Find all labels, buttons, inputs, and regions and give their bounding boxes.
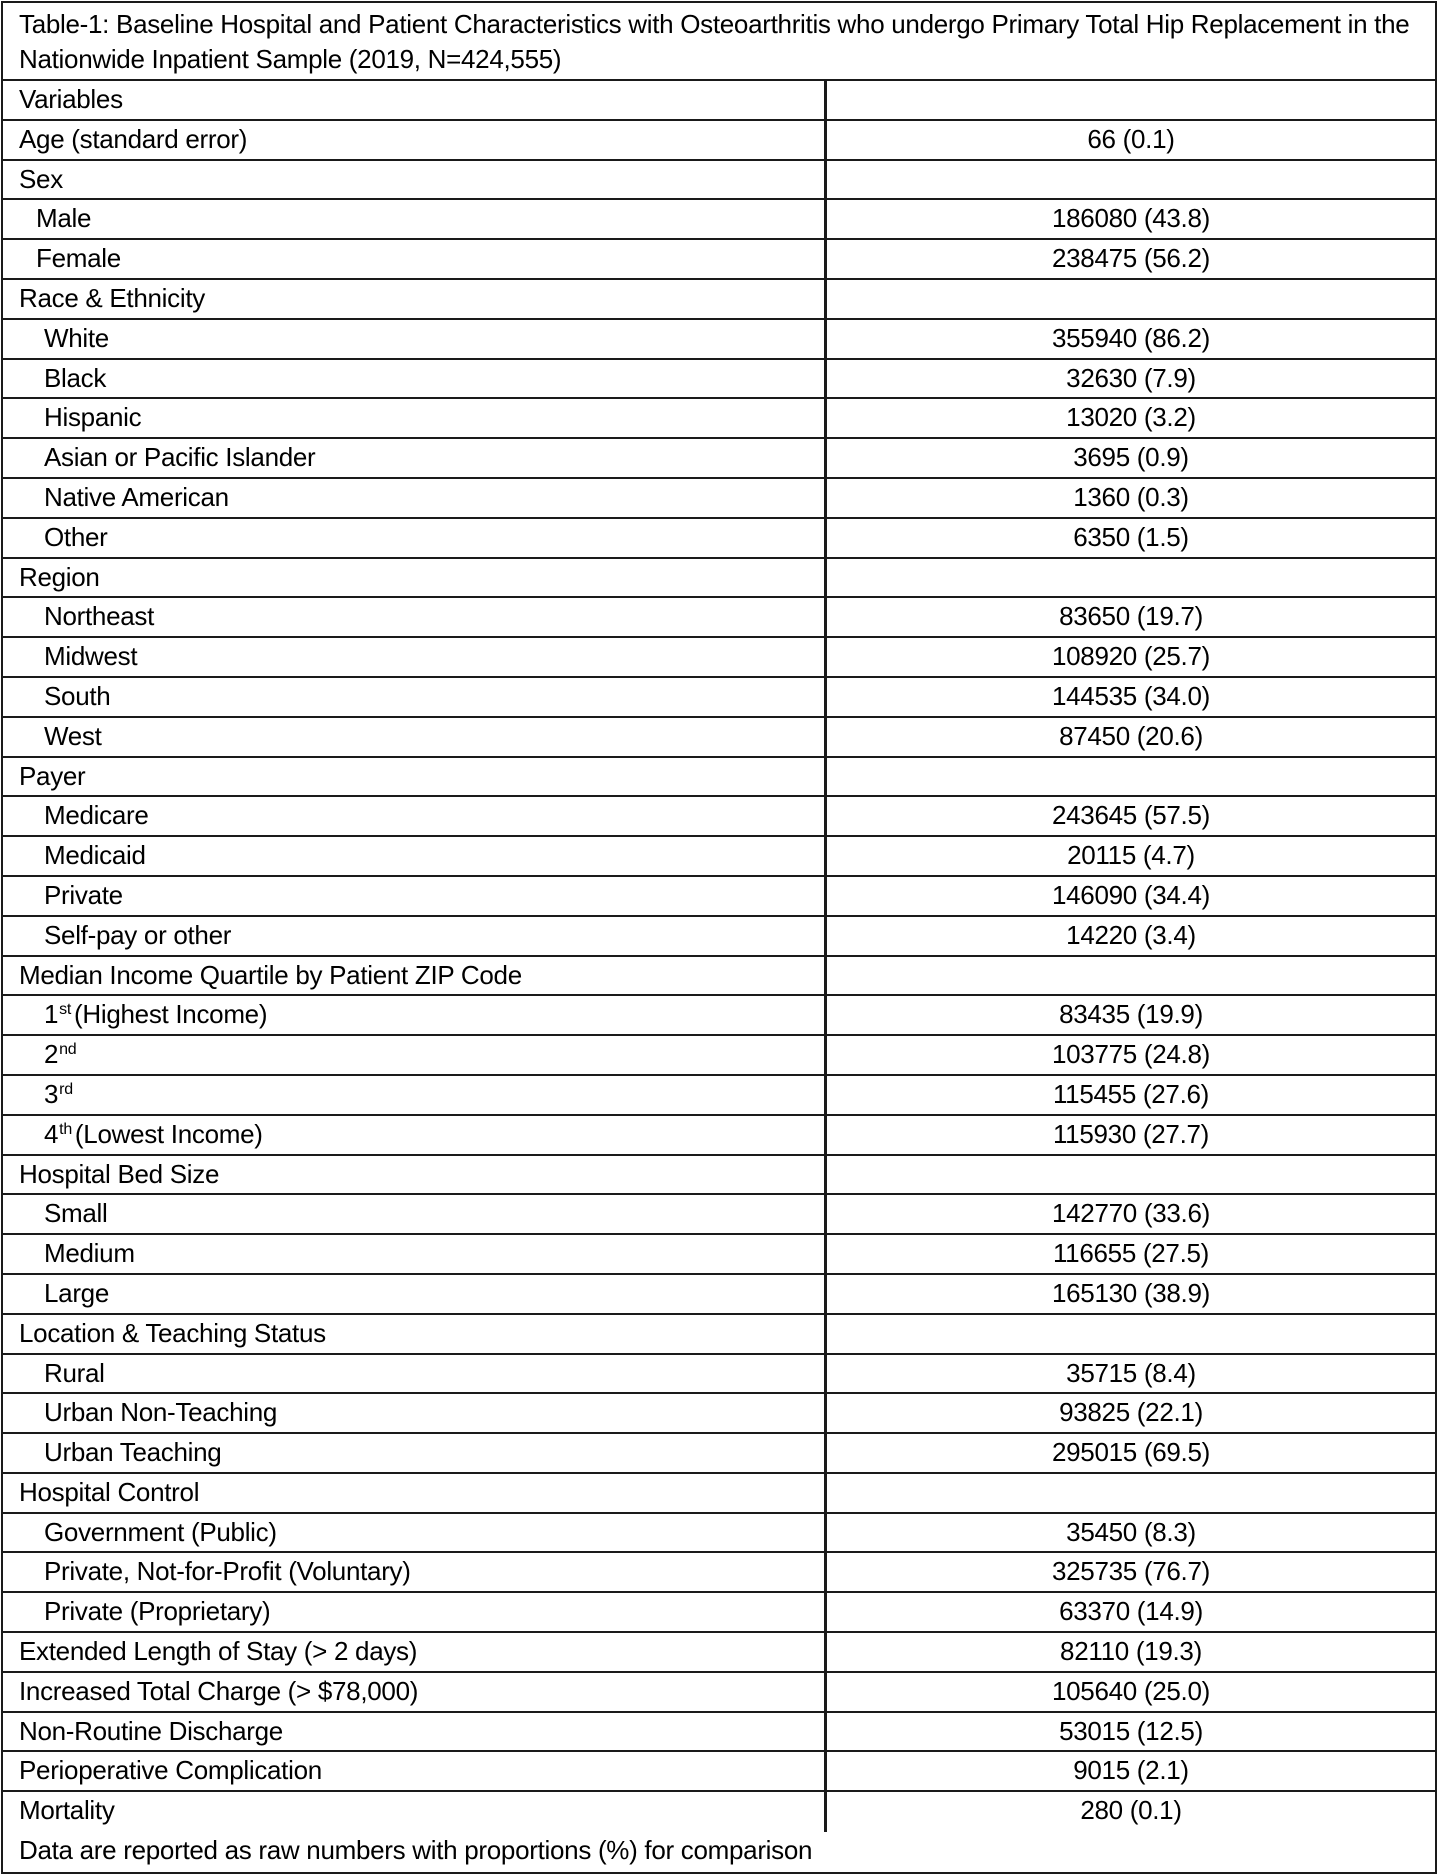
row-value <box>827 1156 1435 1194</box>
table-row <box>3 1036 1435 1076</box>
row-value <box>827 280 1435 318</box>
row-value: 186080 (43.8) <box>1051 203 1210 234</box>
ordinal-suffix: nd <box>59 1041 77 1059</box>
row-value: 3695 (0.9) <box>1073 442 1189 473</box>
row-label-category <box>3 1713 827 1751</box>
row-label <box>3 240 827 278</box>
row-value: 35715 (8.4) <box>1066 1357 1196 1388</box>
row-value: 116655 (27.5) <box>1052 1238 1210 1269</box>
row-value <box>827 81 1435 119</box>
table-row <box>3 161 1435 201</box>
table-row <box>3 917 1435 957</box>
table-row <box>3 519 1435 559</box>
table-row <box>3 1275 1435 1315</box>
row-value: 238475 (56.2) <box>1051 243 1210 274</box>
row-value: 1360 (0.3) <box>1073 481 1189 512</box>
table-row <box>3 439 1435 479</box>
row-label-category <box>3 1474 827 1512</box>
row-label-text: Medium <box>44 1238 135 1269</box>
row-label-text: Non-Routine Discharge <box>19 1715 283 1746</box>
row-label-text: Male <box>36 203 92 234</box>
table-row <box>3 1116 1435 1156</box>
row-value: 115455 (27.6) <box>1052 1078 1210 1109</box>
row-label <box>3 200 827 238</box>
row-label-text: Urban Non-Teaching <box>44 1397 278 1428</box>
row-label-text: Large <box>44 1277 109 1308</box>
row-label-text: Black <box>44 362 107 393</box>
row-label-text: Hospital Control <box>19 1476 200 1507</box>
table-row <box>3 1076 1435 1116</box>
row-value: 142770 (33.6) <box>1051 1198 1210 1229</box>
row-label-text: Self-pay or other <box>44 919 232 950</box>
row-label-category <box>3 1752 827 1790</box>
row-label <box>3 1394 827 1432</box>
table-row <box>3 399 1435 439</box>
table-row <box>3 957 1435 997</box>
row-value: 243645 (57.5) <box>1051 800 1210 831</box>
row-label-text: Asian or Pacific Islander <box>44 442 316 473</box>
row-label-text: Median Income Quartile by Patient ZIP Code <box>19 959 522 990</box>
row-label <box>3 837 827 875</box>
row-label-text: 3 <box>44 1078 59 1109</box>
row-label-suffix: (Highest Income) <box>74 999 268 1030</box>
row-value: 87450 (20.6) <box>1059 720 1203 751</box>
row-label-suffix: (Lowest Income) <box>74 1118 263 1149</box>
row-label-text: Age (standard error) <box>19 123 248 154</box>
table-body <box>3 81 1435 1832</box>
row-label <box>3 519 827 557</box>
row-label-text: Private (Proprietary) <box>44 1596 271 1627</box>
row-value: 280 (0.1) <box>1080 1795 1182 1826</box>
row-label-category <box>3 161 827 199</box>
row-label-category <box>3 957 827 995</box>
row-value: 66 (0.1) <box>1087 123 1175 154</box>
row-label <box>3 439 827 477</box>
row-label <box>3 638 827 676</box>
row-label-text: White <box>44 322 109 353</box>
row-label <box>3 678 827 716</box>
row-label-text: Variables <box>19 84 123 114</box>
row-value <box>827 957 1435 995</box>
row-value: 83435 (19.9) <box>1059 999 1203 1030</box>
row-value: 20115 (4.7) <box>1067 840 1195 871</box>
table-row <box>3 320 1435 360</box>
row-value: 35450 (8.3) <box>1066 1516 1196 1547</box>
row-label-text: Location & Teaching Status <box>19 1317 326 1348</box>
table-row <box>3 1156 1435 1196</box>
row-label-text: Region <box>19 561 100 592</box>
row-value: 6350 (1.5) <box>1073 521 1189 552</box>
row-label-text: Increased Total Charge (> $78,000) <box>19 1675 419 1706</box>
row-label <box>3 1235 827 1273</box>
row-value <box>827 161 1435 199</box>
row-value: 295015 (69.5) <box>1051 1437 1210 1468</box>
row-label <box>3 718 827 756</box>
row-value: 144535 (34.0) <box>1051 680 1210 711</box>
row-value: 105640 (25.0) <box>1051 1675 1210 1706</box>
row-label-text: Perioperative Complication <box>19 1755 322 1786</box>
row-value <box>827 559 1435 597</box>
row-value: 108920 (25.7) <box>1051 641 1210 672</box>
row-label <box>3 797 827 835</box>
row-value: 115930 (27.7) <box>1052 1118 1210 1149</box>
row-value <box>827 758 1435 796</box>
table-row <box>3 1235 1435 1275</box>
table-row <box>3 1315 1435 1355</box>
table-row <box>3 240 1435 280</box>
row-label-text: 1 <box>44 999 59 1030</box>
row-value: 103775 (24.8) <box>1051 1039 1210 1070</box>
row-label <box>3 1036 827 1074</box>
table-row <box>3 1195 1435 1235</box>
table-row <box>3 797 1435 837</box>
row-value: 82110 (19.3) <box>1060 1636 1202 1667</box>
row-label-text: Female <box>36 243 121 274</box>
table-row <box>3 598 1435 638</box>
row-label-text: Hospital Bed Size <box>19 1158 220 1189</box>
table-row <box>3 638 1435 678</box>
row-value: 355940 (86.2) <box>1051 322 1210 353</box>
row-value: 325735 (76.7) <box>1051 1556 1210 1587</box>
row-value: 13020 (3.2) <box>1066 402 1196 433</box>
table-row <box>3 1474 1435 1514</box>
characteristics-table <box>1 1 1437 1874</box>
row-label-category <box>3 1633 827 1671</box>
row-value <box>827 1474 1435 1512</box>
table-row <box>3 1434 1435 1474</box>
row-label-category <box>3 758 827 796</box>
row-value: 146090 (34.4) <box>1051 879 1210 910</box>
table-row <box>3 200 1435 240</box>
table-row <box>3 1593 1435 1633</box>
row-label <box>3 1076 827 1114</box>
table-row <box>3 1514 1435 1554</box>
row-label <box>3 1116 827 1154</box>
table-row <box>3 678 1435 718</box>
row-label-text: Small <box>44 1198 108 1229</box>
row-label-text: Hispanic <box>44 402 142 433</box>
row-label-text: Other <box>44 521 108 552</box>
row-label-category <box>3 1792 827 1832</box>
row-value: 93825 (22.1) <box>1059 1397 1203 1428</box>
table-title: Table-1: Baseline Hospital and Patient Characteristics with Osteoarthritis who undergo Primary Total Hip Replacement in the Nationwide Inpatient Sample (2019, N=424,555) <box>3 3 1435 81</box>
table-row <box>3 1673 1435 1713</box>
row-label <box>3 917 827 955</box>
row-label <box>3 360 827 398</box>
row-label-text: South <box>44 680 111 711</box>
row-label-text: Extended Length of Stay (> 2 days) <box>19 1636 418 1667</box>
row-label-text: Northeast <box>44 601 155 632</box>
row-label-text: Race & Ethnicity <box>19 282 205 313</box>
row-label-text: Native American <box>44 481 229 512</box>
table-row <box>3 837 1435 877</box>
row-value: 83650 (19.7) <box>1059 601 1203 632</box>
row-label-text: Medicare <box>44 800 149 831</box>
table-row <box>3 81 1435 121</box>
row-label-text: Government (Public) <box>44 1516 277 1547</box>
row-label <box>3 996 827 1034</box>
table-row <box>3 280 1435 320</box>
table-row <box>3 1752 1435 1792</box>
row-label-text: Rural <box>44 1357 105 1388</box>
row-label <box>3 1275 827 1313</box>
row-label-text: Payer <box>19 760 86 791</box>
row-label <box>3 1195 827 1233</box>
table-footnote-row <box>3 1832 1435 1872</box>
table-row <box>3 877 1435 917</box>
row-value: 32630 (7.9) <box>1066 362 1196 393</box>
row-value: 53015 (12.5) <box>1059 1715 1203 1746</box>
row-label-category <box>3 1156 827 1194</box>
row-label-category <box>3 81 827 119</box>
row-label-category <box>3 1315 827 1353</box>
row-label-category <box>3 1673 827 1711</box>
table-row <box>3 1355 1435 1395</box>
table-row <box>3 1713 1435 1753</box>
row-label <box>3 399 827 437</box>
row-value: 14220 (3.4) <box>1066 919 1196 950</box>
table-row <box>3 1792 1435 1832</box>
row-label-text: Sex <box>19 163 63 194</box>
row-label-category <box>3 280 827 318</box>
row-label <box>3 877 827 915</box>
row-value <box>827 1315 1435 1353</box>
table-row <box>3 1553 1435 1593</box>
table-row <box>3 758 1435 798</box>
table-row <box>3 718 1435 758</box>
table-footnote: Data are reported as raw numbers with proportions (%) for comparison <box>19 1835 813 1866</box>
ordinal-suffix: st <box>59 1001 72 1019</box>
row-label-text: Private <box>44 879 123 910</box>
row-value: 9015 (2.1) <box>1073 1755 1189 1786</box>
row-label-category <box>3 121 827 159</box>
table-row <box>3 1394 1435 1434</box>
table-row <box>3 360 1435 400</box>
table-row <box>3 1633 1435 1673</box>
row-label-category <box>3 559 827 597</box>
table-row <box>3 996 1435 1036</box>
row-label-text: West <box>44 720 102 751</box>
row-label <box>3 479 827 517</box>
row-label <box>3 598 827 636</box>
table-row <box>3 479 1435 519</box>
ordinal-suffix: th <box>59 1120 72 1138</box>
row-label-text: Private, Not-for-Profit (Voluntary) <box>44 1556 411 1587</box>
row-label-text: 4 <box>44 1118 59 1149</box>
row-value: 63370 (14.9) <box>1059 1596 1203 1627</box>
table-row <box>3 121 1435 161</box>
row-label <box>3 1593 827 1631</box>
row-label <box>3 1434 827 1472</box>
row-label <box>3 320 827 358</box>
row-label-text: Urban Teaching <box>44 1437 222 1468</box>
row-label <box>3 1355 827 1393</box>
row-label-text: Medicaid <box>44 840 146 871</box>
row-label <box>3 1514 827 1552</box>
row-label-text: Midwest <box>44 641 138 672</box>
row-label <box>3 1553 827 1591</box>
row-label-text: 2 <box>44 1039 59 1070</box>
row-value: 165130 (38.9) <box>1051 1277 1210 1308</box>
ordinal-suffix: rd <box>59 1080 73 1098</box>
table-row <box>3 559 1435 599</box>
row-label-text: Mortality <box>19 1795 115 1826</box>
